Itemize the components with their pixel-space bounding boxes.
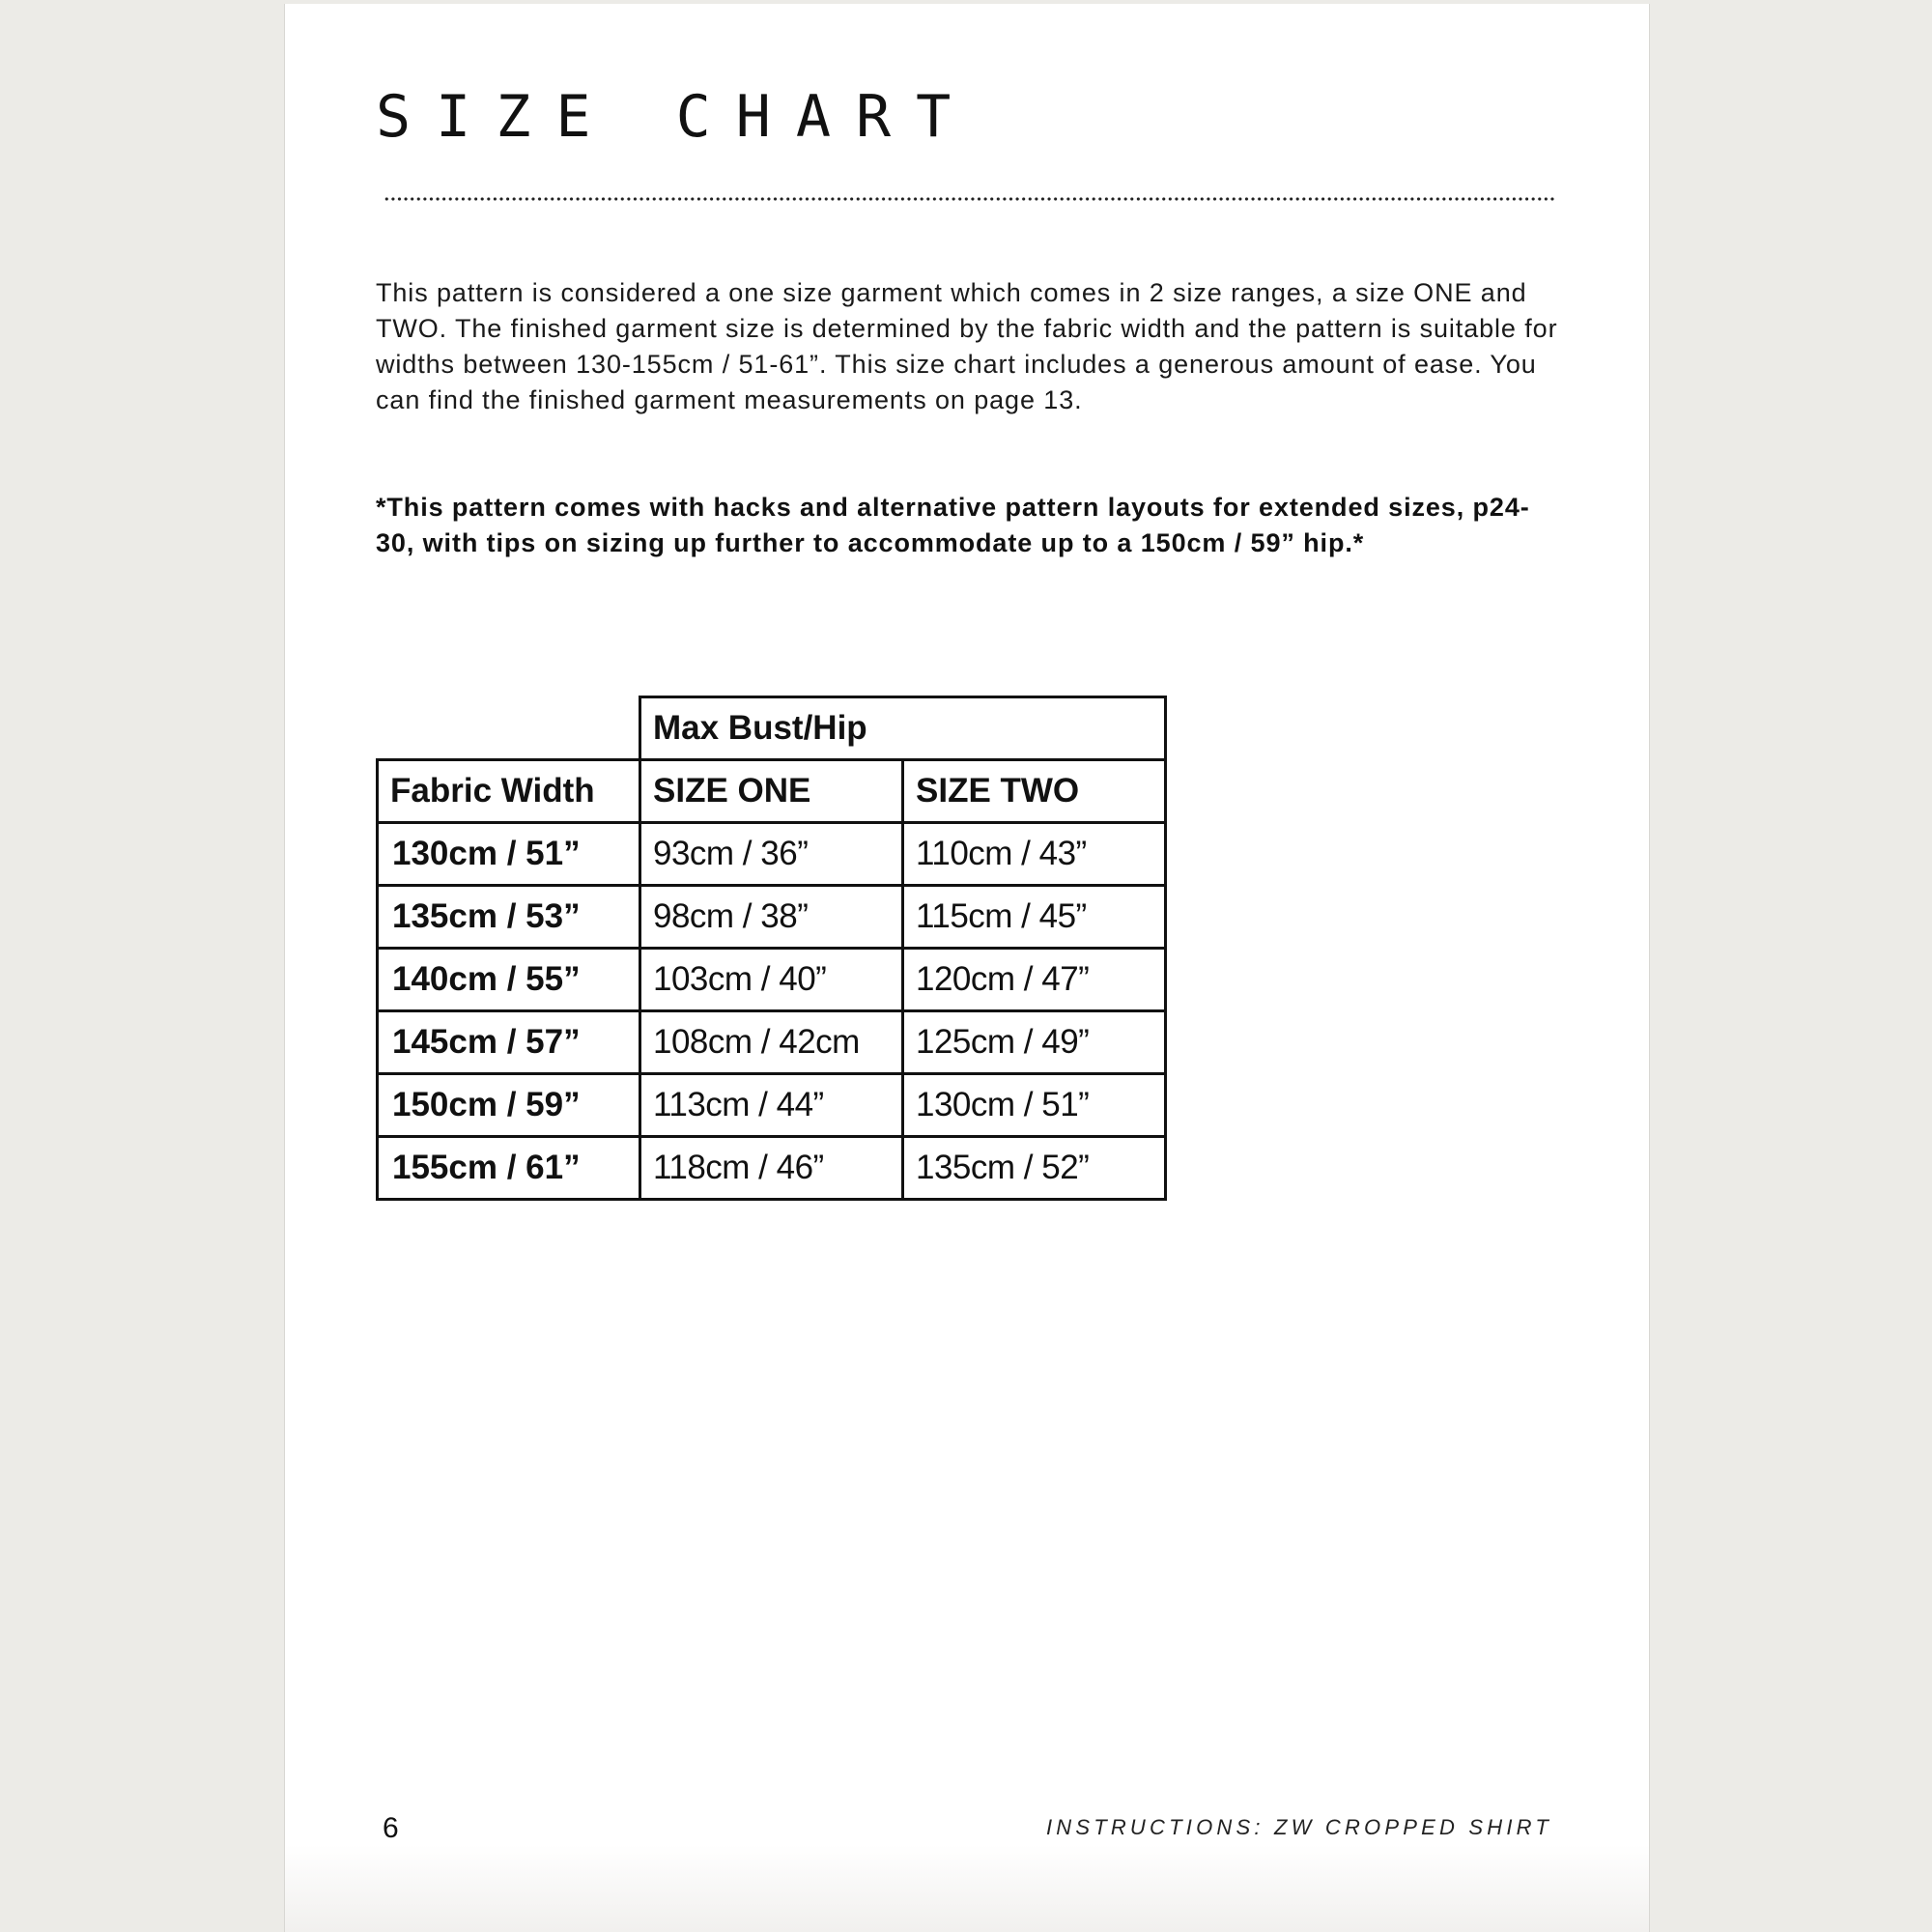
fabric-width-cell: 150cm / 59” [378,1074,640,1137]
size-two-header: SIZE TWO [903,760,1166,823]
page-title: SIZE CHART [376,83,977,151]
fabric-width-cell: 130cm / 51” [378,823,640,886]
table-row [378,886,1166,949]
table-row [378,949,1166,1011]
fabric-width-cell: 140cm / 55” [378,949,640,1011]
size-one-cell: 108cm / 42cm [640,1011,903,1074]
size-one-cell: 118cm / 46” [640,1137,903,1200]
size-two-cell: 130cm / 51” [903,1074,1166,1137]
page-bottom-shadow [285,1845,1649,1932]
table-header-row [378,760,1166,823]
page-number: 6 [383,1812,399,1844]
size-chart-table [376,696,1167,1201]
max-bust-hip-header: Max Bust/Hip [640,697,1166,760]
fabric-width-header: Fabric Width [378,760,640,823]
size-two-cell: 115cm / 45” [903,886,1166,949]
size-one-cell: 103cm / 40” [640,949,903,1011]
document-page [284,4,1650,1932]
size-one-cell: 113cm / 44” [640,1074,903,1137]
size-two-cell: 120cm / 47” [903,949,1166,1011]
size-two-cell: 135cm / 52” [903,1137,1166,1200]
extended-sizes-note: *This pattern comes with hacks and alternative pattern layouts for extended sizes, p24-30, with tips on sizing up further to accommodate up to a 150cm / 59” hip.* [376,493,1530,557]
size-one-header: SIZE ONE [640,760,903,823]
table-row [378,1011,1166,1074]
footer-document-title: INSTRUCTIONS: ZW CROPPED SHIRT [1045,1815,1552,1839]
table-group-header-row [378,697,1166,760]
table-row [378,1074,1166,1137]
fabric-width-cell: 145cm / 57” [378,1011,640,1074]
intro-paragraph: This pattern is considered a one size garment which comes in 2 size ranges, a size ONE and TWO. The finished garment size is determined by the fabric width and the pattern is suitable for widths between 130-155cm / 51-61”. This size chart includes a generous amount of ease. You can find the finished garment measurements on page 13. [376,278,1558,414]
size-two-cell: 125cm / 49” [903,1011,1166,1074]
size-one-cell: 98cm / 38” [640,886,903,949]
fabric-width-cell: 135cm / 53” [378,886,640,949]
table-row [378,1137,1166,1200]
fabric-width-cell: 155cm / 61” [378,1137,640,1200]
size-one-cell: 93cm / 36” [640,823,903,886]
table-corner-blank [378,697,640,760]
table-row [378,823,1166,886]
dotted-divider [384,197,1554,201]
size-two-cell: 110cm / 43” [903,823,1166,886]
